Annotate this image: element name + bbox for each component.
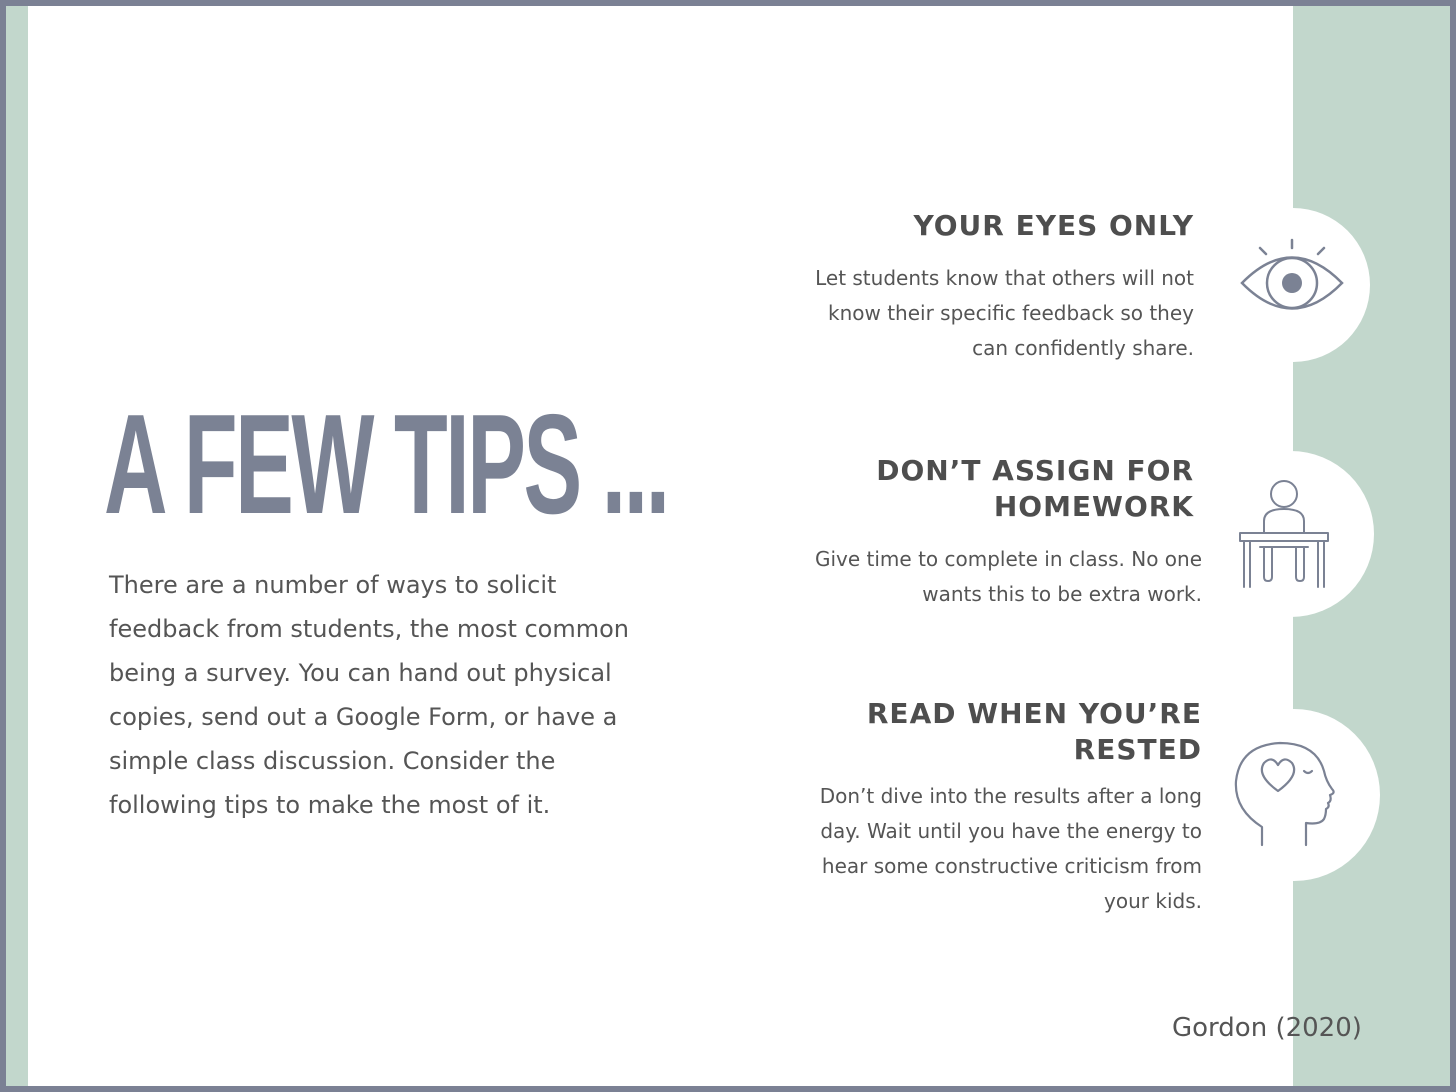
tip-heading-homework: DON’T ASSIGN FOR HOMEWORK: [876, 454, 1194, 523]
tip-heading-eyes-only: YOUR EYES ONLY: [913, 209, 1194, 242]
tip-body-eyes-only: Let students know that others will not know their specific feedback so they can confidently share.: [815, 266, 1194, 360]
tip-body-rested: Don’t dive into the results after a long day. Wait until you have the energy to hear some constructive criticism from your kids.: [819, 784, 1202, 913]
icon-circle-eye: [1216, 208, 1370, 362]
tip-heading-rested: READ WHEN YOU’RE RESTED: [866, 697, 1202, 766]
icon-circle-head: [1208, 709, 1380, 881]
icon-circle-student: [1208, 451, 1374, 617]
slide-title: A FEW TIPS ...: [104, 385, 668, 544]
slide: [6, 6, 1450, 1086]
intro-paragraph: There are a number of ways to solicit feedback from students, the most common being a survey. You can hand out physical copies, send out a Google Form, or have a simple class discussion. Consider the following tips to make the most of it.: [109, 571, 630, 819]
student-at-desk-icon: [1208, 451, 1374, 617]
citation: Gordon (2020): [1172, 1013, 1362, 1043]
head-heart-icon: [1208, 709, 1380, 881]
left-accent-strip: [6, 6, 28, 1086]
tip-body-homework: Give time to complete in class. No one wants this to be extra work.: [814, 547, 1202, 606]
eye-icon: [1216, 208, 1370, 362]
